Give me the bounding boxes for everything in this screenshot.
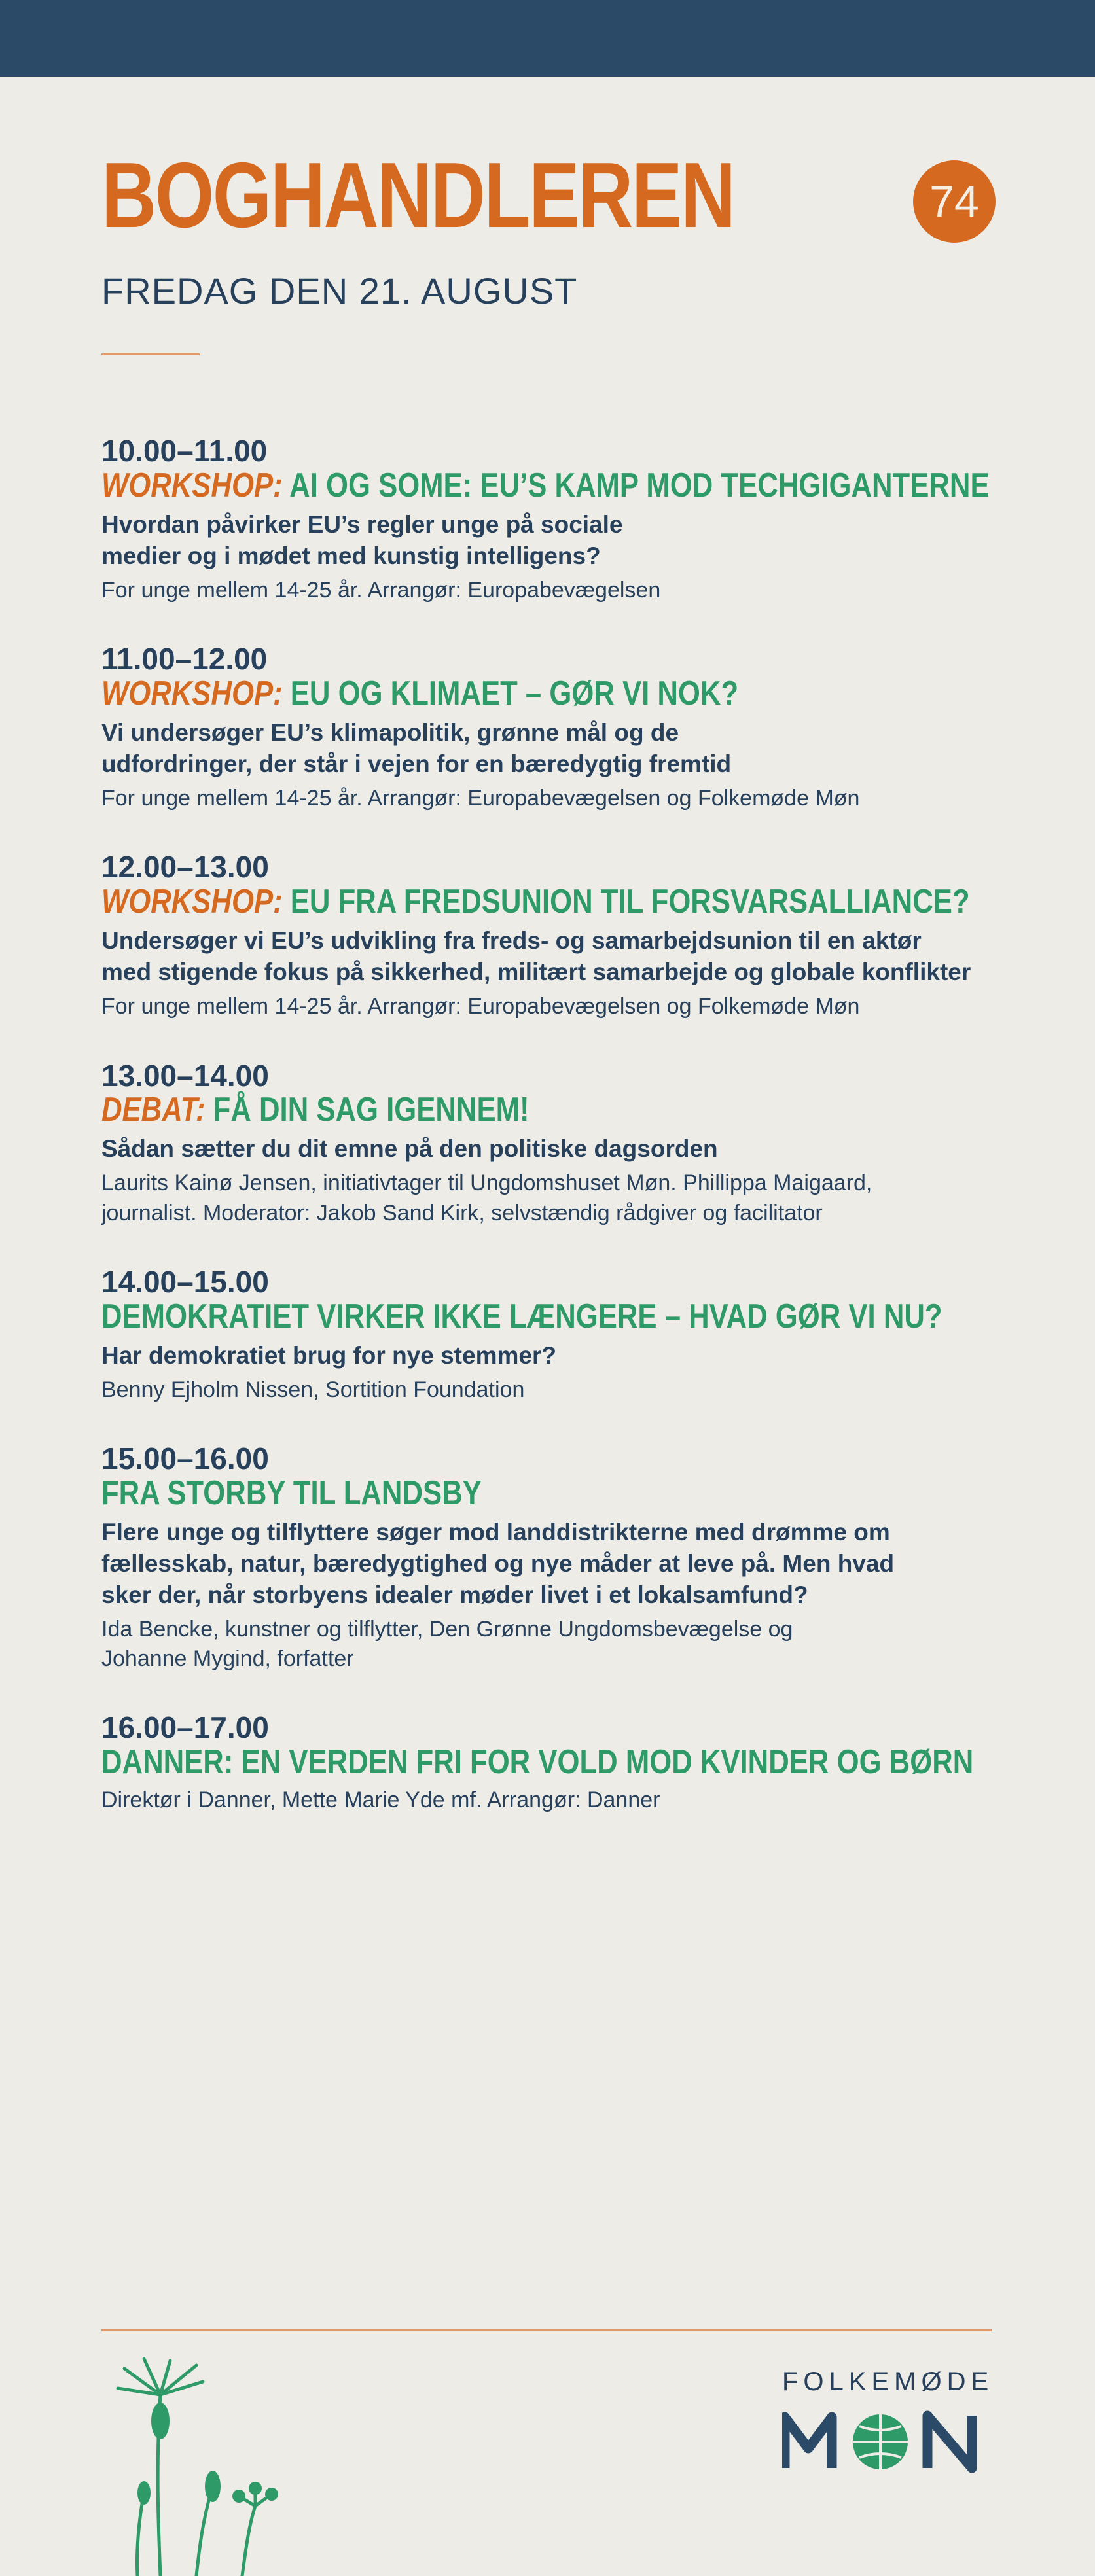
event-title — [101, 676, 871, 712]
event-info: For unge mellem 14-25 år. Arrangør: Europabevægelsen og Folkemøde Møn — [101, 994, 860, 1019]
event-time: 13.00–14.00 — [101, 1058, 269, 1093]
event-title: FRA STORBY TIL LANDSBY — [101, 1473, 482, 1512]
event-info: For unge mellem 14-25 år. Arrangør: Europabevægelsen — [101, 577, 661, 603]
event-item — [101, 1266, 1018, 1405]
event-title-text: EU OG KLIMAET – GØR VI NOK? — [290, 674, 739, 713]
event-description: Undersøger vi EU’s udvikling fra freds- og samarbejdsunion til en aktør med stigende fokus på sikkerhed, militært samarbejde og globale konflikter — [101, 927, 971, 986]
event-time: 11.00–12.00 — [101, 642, 268, 677]
event-info: Laurits Kainø Jensen, initiativtager til Ungdomshuset Møn. Phillippa Maigaard, journalist. Moderator: Jakob Sand Kirk, selvstændig rådgiver og facilitator — [101, 1171, 872, 1226]
event-title-text: EU FRA FREDSUNION TIL FORSVARSALLIANCE? — [290, 883, 970, 921]
top-bar — [0, 0, 1095, 77]
event-title: DEMOKRATIET VIRKER IKKE LÆNGERE – HVAD GØR VI NU? — [101, 1297, 942, 1335]
footer-divider — [101, 2329, 992, 2331]
event-description: Har demokratiet brug for nye stemmer? — [101, 1341, 556, 1369]
event-item — [101, 643, 1018, 813]
event-description: Vi undersøger EU’s klimapolitik, grønne mål og de udfordringer, der står i vejen for en bæredygtig fremtid — [101, 718, 732, 778]
event-title-text: FÅ DIN SAG IGENNEM! — [213, 1091, 530, 1129]
event-info: Direktør i Danner, Mette Marie Yde mf. Arrangør: Danner — [101, 1788, 660, 1813]
event-description: Flere unge og tilflyttere søger mod landdistrikterne med drømme om fællesskab, natur, bæredygtighed og nye måder at leve på. Men hvad sker der, når storbyens idealer møder livet i et lokalsamfund? — [101, 1518, 895, 1608]
event-info: Ida Bencke, kunstner og tilflytter, Den Grønne Ungdomsbevægelse og Johanne Mygind, forfatter — [101, 1617, 793, 1672]
event-time: 14.00–15.00 — [101, 1264, 269, 1299]
event-description: Hvordan påvirker EU’s regler unge på sociale medier og i mødet med kunstig intelligens? — [101, 510, 623, 569]
event-item — [101, 435, 1018, 605]
event-title: DANNER: EN VERDEN FRI FOR VOLD MOD KVINDER OG BØRN — [101, 1743, 974, 1782]
event-list — [101, 435, 1018, 1853]
folkemode-mon-logo — [782, 2408, 998, 2473]
divider — [101, 353, 200, 355]
event-info: For unge mellem 14-25 år. Arrangør: Europabevægelsen og Folkemøde Møn — [101, 786, 860, 811]
event-title — [101, 883, 970, 921]
event-info: Benny Ejholm Nissen, Sortition Foundation — [101, 1377, 525, 1402]
event-time: 12.00–13.00 — [101, 850, 269, 885]
event-type: WORKSHOP: — [101, 466, 283, 504]
event-item — [101, 1443, 1018, 1674]
event-type: WORKSHOP: — [101, 674, 283, 713]
event-title — [101, 1092, 871, 1128]
event-type: DEBAT: — [101, 1091, 206, 1129]
event-item — [101, 851, 1018, 1021]
event-title — [101, 466, 990, 504]
event-type: WORKSHOP: — [101, 883, 283, 921]
venue-title: BOGHANDLEREN — [101, 143, 734, 247]
event-time: 16.00–17.00 — [101, 1710, 269, 1745]
event-description: Sådan sætter du dit emne på den politiske dagsorden — [101, 1135, 718, 1163]
page-number-badge: 74 — [913, 160, 996, 243]
event-item — [101, 1712, 1018, 1815]
event-time: 15.00–16.00 — [101, 1441, 269, 1475]
event-date: FREDAG DEN 21. AUGUST — [101, 270, 578, 311]
event-title-text: AI OG SOME: EU’S KAMP MOD TECHGIGANTERNE — [289, 466, 990, 504]
event-time: 10.00–11.00 — [101, 434, 268, 468]
organizer-logo-text: FOLKEMØDE — [782, 2367, 994, 2396]
event-item — [101, 1060, 1018, 1228]
wildflower-illustration — [98, 2355, 295, 2576]
